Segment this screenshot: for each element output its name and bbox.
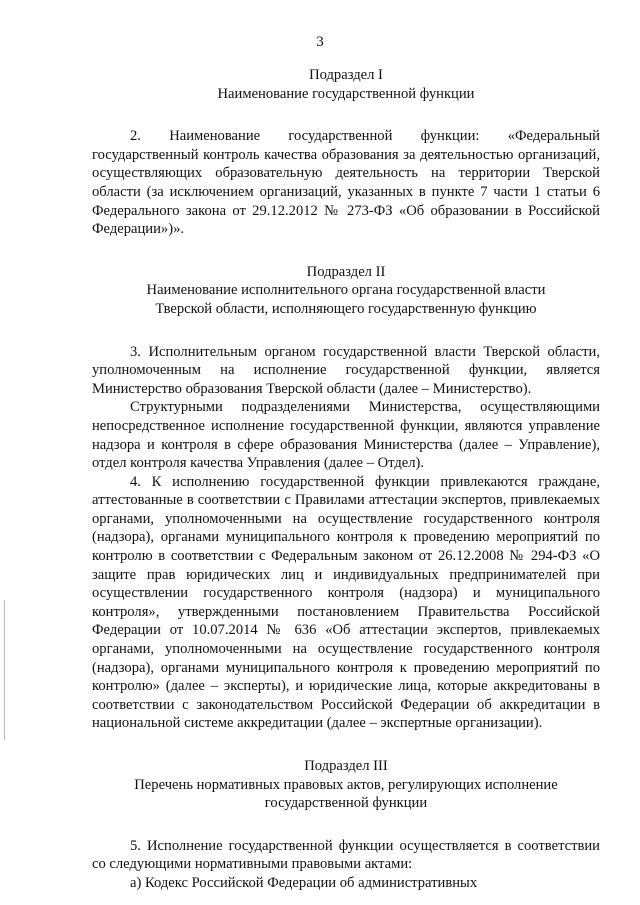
scan-edge-mark	[4, 600, 5, 740]
page-number: 3	[316, 34, 324, 50]
paragraph-3: 3. Исполнительным органом государственной власти Тверской области, уполномоченным на исполнение государственной функции, является Министерство образования Тверской области (далее – Министерство).	[92, 343, 600, 397]
subsection-2-label: Подраздел II	[306, 263, 386, 280]
subsection-3-title-line1: Перечень нормативных правовых актов, регулирующих исполнение	[134, 776, 558, 793]
paragraph-4: 4. К исполнению государственной функции привлекаются граждане, аттестованные в соответствии с Правилами аттестации экспертов, привлекаемых органами, уполномоченными на осуществление государственного контроля (надзора), органами муниципального контроля к проведению мероприятий по контролю в соответствии с Федеральным законом от 26.12.2008 № 294-ФЗ «О защите прав юридических лиц и индивидуальных предпринимателей при осуществлении государственного контроля (надзора) и муниципального контроля», утвержденными постановлением Правительства Российской Федерации от 10.07.2014 № 636 «Об аттестации экспертов, привлекаемых органами, уполномоченными на осуществление государственного контроля (надзора), органами муниципального контроля к проведению мероприятий по контролю» (далее – эксперты), и юридические лица, которые аккредитованы в соответствии с законодательством Российской Федерации об аккредитации в национальной системе аккредитации (далее – экспертные организации).	[92, 473, 600, 732]
subsection-2-title-line2: Тверской области, исполняющего государственную функцию	[155, 300, 537, 317]
paragraph-5: 5. Исполнение государственной функции осуществляется в соответствии со следующими нормативными правовыми актами:	[92, 837, 600, 873]
paragraph-3b: Структурными подразделениями Министерства, осуществляющими непосредственное исполнение государственной функции, являются управление надзора и контроля в сфере образования Министерства (далее – Управление), отдел контроля качества Управления (далее – Отдел).	[92, 399, 600, 472]
subsection-1-heading	[92, 66, 600, 103]
subsection-3-label: Подраздел III	[304, 758, 388, 774]
subsection-3-heading	[92, 757, 600, 813]
paragraph-2: 2. Наименование государственной функции: «Федеральный государственный контроль качества образования за деятельностью организаций, осуществляющих образовательную деятельность на территории Тверской области (за исключением организаций, указанных в пункте 7 части 1 статьи 6 Федерального закона от 29.12.2012 № 273-ФЗ «Об образовании в Российской Федерации»)».	[92, 128, 600, 238]
subsection-1-title: Наименование государственной функции	[217, 85, 475, 102]
document-body	[92, 66, 600, 893]
subsection-2-heading	[92, 263, 600, 319]
subsection-1-label: Подраздел I	[309, 67, 383, 83]
subsection-3-title-line2: государственной функции	[264, 795, 428, 812]
subsection-2-title-line1: Наименование исполнительного органа государственной власти	[146, 282, 546, 299]
paragraph-5a: а) Кодекс Российской Федерации об административных	[130, 874, 478, 891]
